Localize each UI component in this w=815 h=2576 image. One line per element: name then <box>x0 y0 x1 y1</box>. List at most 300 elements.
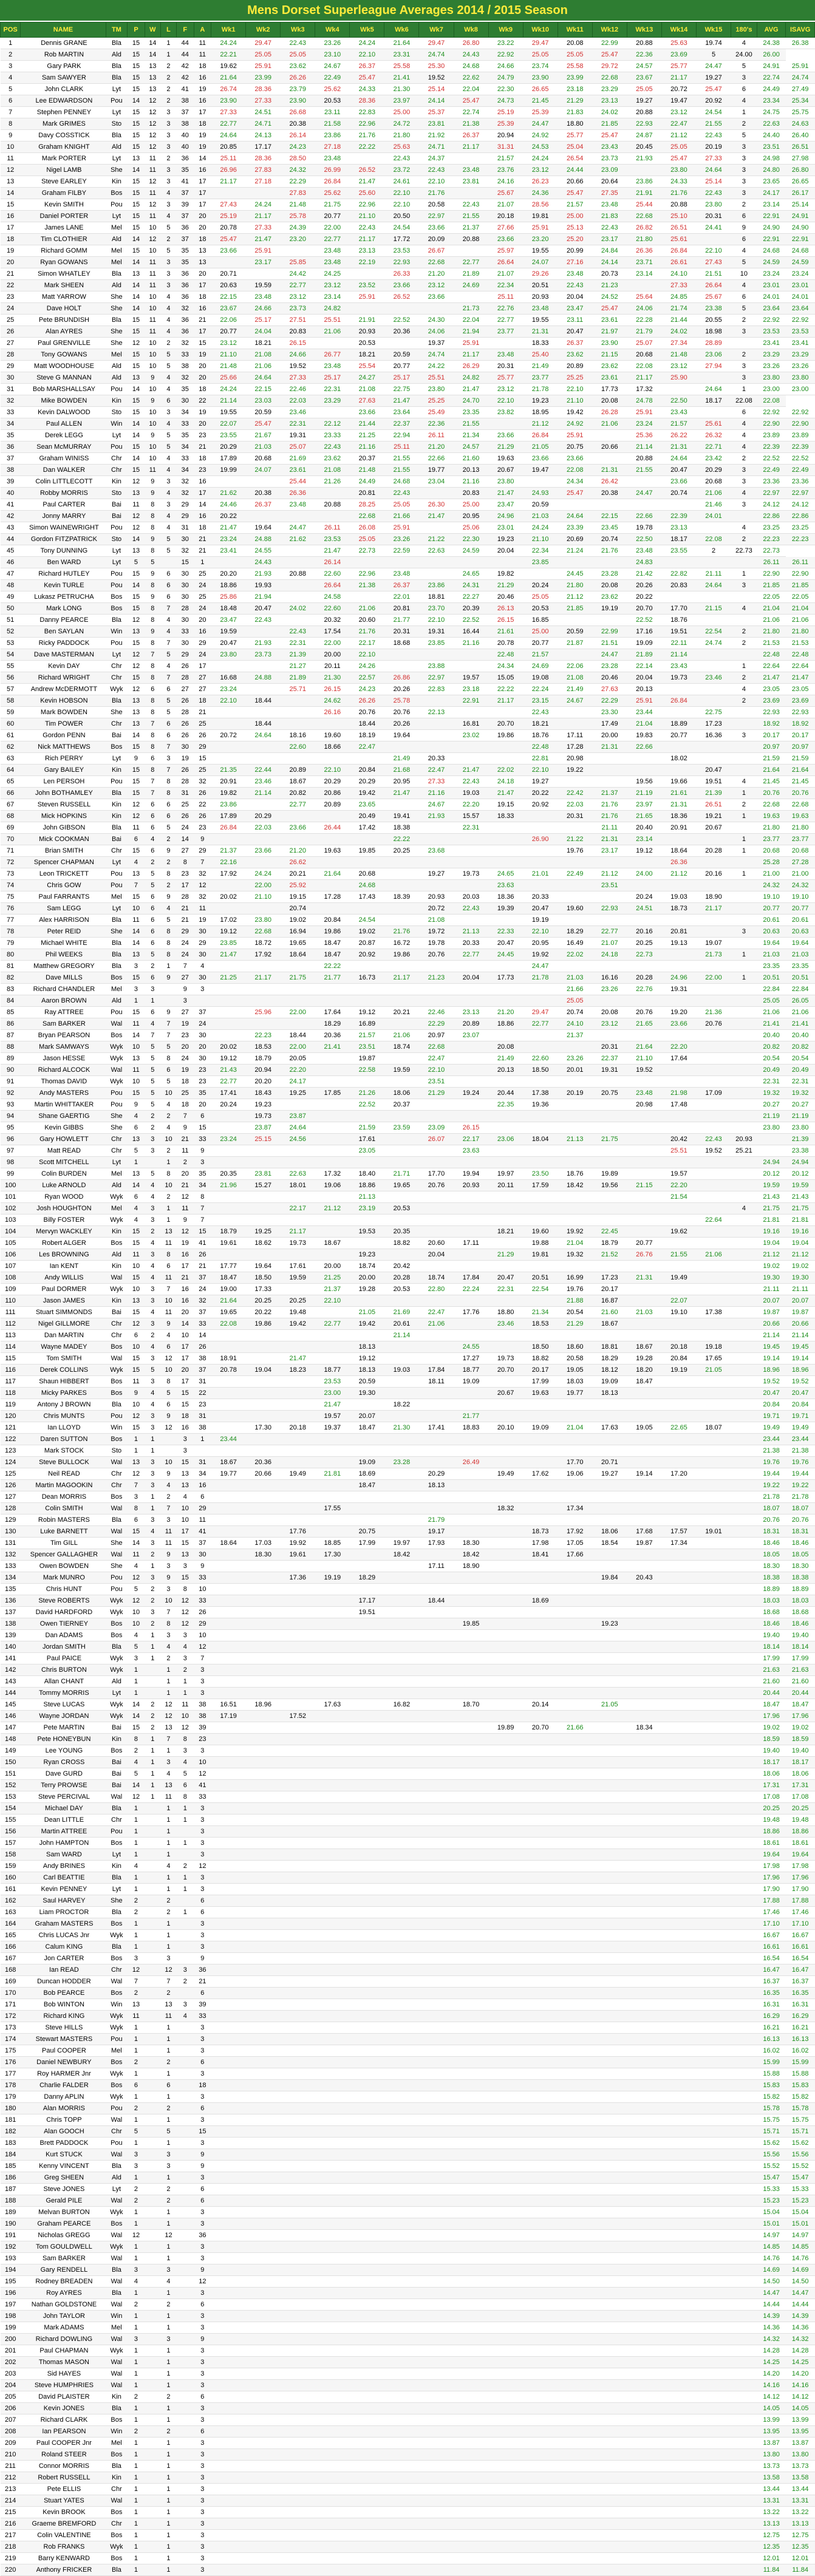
table-cell: 13 <box>128 488 145 499</box>
table-cell <box>627 2057 661 2068</box>
table-cell <box>281 1976 315 1988</box>
table-cell <box>454 915 488 926</box>
table-cell: 20.50 <box>384 211 419 222</box>
table-cell <box>384 1849 419 1861</box>
table-cell <box>627 1261 661 1272</box>
table-cell: 20.29 <box>419 1468 454 1480</box>
table-cell: Paul PAICE <box>21 1653 106 1665</box>
table-cell: Steve LUCAS <box>21 1699 106 1711</box>
table-cell <box>350 984 384 995</box>
table-cell: 19.31 <box>592 1065 627 1076</box>
table-cell: 16 <box>1 211 21 222</box>
table-cell: 25 <box>177 799 194 811</box>
table-cell: She <box>106 291 128 303</box>
table-cell: 21.04 <box>558 1422 592 1434</box>
table-cell: 19.59 <box>757 1180 786 1191</box>
table-cell: 97 <box>1 1145 21 1157</box>
table-cell: 15.99 <box>757 2057 786 2068</box>
column-header: Wk5 <box>350 22 384 38</box>
table-cell: 41 <box>1 499 21 511</box>
table-cell <box>145 2045 160 2057</box>
table-cell: 10 <box>128 903 145 915</box>
table-cell: 19.27 <box>419 868 454 880</box>
table-cell: 22.54 <box>696 626 731 638</box>
table-cell: 20.40 <box>757 1030 786 1041</box>
table-cell <box>488 1768 523 1780</box>
table-cell: 19.78 <box>419 938 454 949</box>
table-cell: 62 <box>1 741 21 753</box>
table-cell <box>281 1814 315 1826</box>
table-cell: 20.88 <box>627 453 661 465</box>
table-cell <box>558 1618 592 1630</box>
table-cell: 32 <box>177 303 194 315</box>
table-cell: 20.61 <box>757 915 786 926</box>
table-cell: 91 <box>1 1076 21 1088</box>
table-cell: 15 <box>128 441 145 453</box>
table-cell: 6 <box>145 684 160 695</box>
table-cell: 24.68 <box>384 476 419 488</box>
table-cell: 21.85 <box>592 118 627 130</box>
table-cell: 20.67 <box>488 1388 523 1399</box>
table-cell: 21.89 <box>281 672 315 684</box>
table-cell <box>523 1768 558 1780</box>
table-cell: 20.93 <box>350 326 384 338</box>
table-cell: 6 <box>731 211 757 222</box>
table-cell: 20.04 <box>488 545 523 557</box>
table-cell: 25.05 <box>627 84 661 95</box>
table-cell: 24.06 <box>419 326 454 338</box>
table-cell: 24.72 <box>384 118 419 130</box>
table-cell <box>627 1595 661 1607</box>
table-cell: 24.39 <box>281 222 315 234</box>
table-cell <box>731 915 757 926</box>
table-cell: 22.04 <box>454 84 488 95</box>
table-cell <box>384 1341 419 1353</box>
table-cell: 36 <box>194 1964 211 1976</box>
table-cell: 21.22 <box>558 834 592 845</box>
table-cell: 22.22 <box>315 961 350 972</box>
table-cell: 20.78 <box>211 222 246 234</box>
table-cell <box>488 1918 523 1930</box>
table-cell: 23.06 <box>696 349 731 361</box>
table-cell: Bos <box>106 1745 128 1757</box>
table-cell: Bai <box>106 1768 128 1780</box>
table-cell: 5 <box>731 257 757 268</box>
table-cell: 12 <box>160 1699 176 1711</box>
table-cell <box>419 822 454 834</box>
table-cell: 17.57 <box>661 1526 696 1538</box>
table-cell: 21.78 <box>523 972 558 984</box>
table-cell: 20.17 <box>592 1284 627 1295</box>
table-cell: 20.17 <box>786 730 815 741</box>
table-cell: 136 <box>1 1595 21 1607</box>
table-cell: 7 <box>194 1653 211 1665</box>
table-cell <box>661 1261 696 1272</box>
table-cell <box>350 961 384 972</box>
table-cell: 15 <box>128 49 145 61</box>
table-cell <box>454 2022 488 2034</box>
table-cell: Tim GILL <box>21 1538 106 1549</box>
table-cell <box>558 822 592 834</box>
table-cell: 4 <box>145 1180 160 1191</box>
table-row <box>1 1353 815 1365</box>
table-cell: 23.48 <box>246 291 281 303</box>
table-cell: 24.52 <box>592 291 627 303</box>
table-cell <box>731 1665 757 1676</box>
table-cell <box>558 1907 592 1918</box>
table-cell: 27.18 <box>246 176 281 188</box>
table-cell: 18.95 <box>523 407 558 418</box>
table-cell <box>696 2138 731 2149</box>
table-cell: 21.79 <box>627 326 661 338</box>
table-cell: 12 <box>145 199 160 211</box>
table-cell: 22.33 <box>488 926 523 938</box>
table-cell: 6 <box>194 1491 211 1503</box>
table-cell: 17.92 <box>211 868 246 880</box>
table-cell: 8 <box>145 522 160 534</box>
table-cell: 21.12 <box>661 130 696 141</box>
table-cell: 22.13 <box>419 707 454 718</box>
table-row <box>1 799 815 811</box>
table-cell: Bla <box>106 695 128 707</box>
table-cell: 24.64 <box>246 730 281 741</box>
table-cell: 25.86 <box>211 591 246 603</box>
table-cell <box>661 1376 696 1388</box>
table-cell <box>454 1595 488 1607</box>
table-cell: 134 <box>1 1572 21 1584</box>
table-cell <box>454 753 488 765</box>
table-cell: 21.89 <box>454 268 488 280</box>
table-cell: 15 <box>128 568 145 580</box>
table-cell: 39 <box>194 1722 211 1734</box>
table-cell: 12 <box>177 1722 194 1734</box>
table-cell: 21.38 <box>757 1445 786 1457</box>
table-cell: Win <box>106 1999 128 2011</box>
table-cell <box>315 1722 350 1734</box>
table-cell: 20.08 <box>558 38 592 49</box>
table-cell: 9 <box>128 753 145 765</box>
table-cell: 18.06 <box>786 1768 815 1780</box>
table-cell: 19.77 <box>419 465 454 476</box>
table-cell: 20.76 <box>786 1515 815 1526</box>
table-cell: 21.81 <box>786 1215 815 1226</box>
table-cell: 24.66 <box>281 349 315 361</box>
table-cell: 27.66 <box>488 222 523 234</box>
table-cell <box>211 1999 246 2011</box>
table-cell <box>246 2022 281 2034</box>
table-cell <box>246 2103 281 2114</box>
table-row <box>1 188 815 199</box>
table-cell: 25.39 <box>488 118 523 130</box>
table-cell: 178 <box>1 2080 21 2091</box>
table-cell: 10 <box>145 418 160 430</box>
table-cell: 18.79 <box>246 1053 281 1065</box>
table-cell <box>523 1826 558 1838</box>
table-cell: 19.30 <box>350 1388 384 1399</box>
table-cell: 20.84 <box>350 765 384 776</box>
table-cell <box>661 591 696 603</box>
table-cell: 32 <box>177 488 194 499</box>
table-cell: 24.84 <box>592 245 627 257</box>
table-cell: 17.62 <box>523 1468 558 1480</box>
table-cell <box>454 2103 488 2114</box>
table-cell: 20.76 <box>350 707 384 718</box>
table-cell: 18 <box>177 1076 194 1088</box>
table-cell: 19.97 <box>488 1168 523 1180</box>
table-cell: 21.53 <box>757 638 786 649</box>
table-cell <box>627 1861 661 1872</box>
table-cell <box>246 995 281 1007</box>
table-cell: Mark SHEEN <box>21 280 106 291</box>
table-cell <box>350 1111 384 1122</box>
table-cell: Bla <box>106 961 128 972</box>
table-cell <box>488 1688 523 1699</box>
table-cell <box>246 1849 281 1861</box>
table-cell: 1 <box>128 1838 145 1849</box>
table-cell: 2 <box>160 1491 176 1503</box>
table-cell: 17.09 <box>696 1088 731 1099</box>
table-cell <box>731 2057 757 2068</box>
table-cell: Pou <box>106 1099 128 1111</box>
table-cell: 25 <box>194 718 211 730</box>
table-cell <box>627 1445 661 1457</box>
table-cell <box>384 1757 419 1768</box>
table-cell <box>696 591 731 603</box>
table-cell: Dave MASTERMAN <box>21 649 106 661</box>
table-cell <box>281 1491 315 1503</box>
table-cell: 81 <box>1 961 21 972</box>
table-cell: 34 <box>177 465 194 476</box>
table-cell <box>350 591 384 603</box>
table-cell: 24.41 <box>696 222 731 234</box>
table-cell: 18.62 <box>246 1238 281 1249</box>
table-cell <box>145 2022 160 2034</box>
table-cell <box>488 1734 523 1745</box>
table-cell: 20.42 <box>661 1134 696 1145</box>
table-cell: Bla <box>106 130 128 141</box>
table-cell: 21 <box>194 441 211 453</box>
table-cell: 22.52 <box>454 615 488 626</box>
table-cell: 17.54 <box>315 626 350 638</box>
table-cell <box>350 1780 384 1791</box>
table-cell: 23.26 <box>384 534 419 545</box>
table-cell <box>592 1122 627 1134</box>
table-cell: 21.23 <box>419 972 454 984</box>
table-cell: 21.04 <box>757 603 786 615</box>
table-cell: 19.49 <box>488 1468 523 1480</box>
table-row <box>1 430 815 441</box>
table-cell <box>592 1722 627 1734</box>
table-cell <box>696 2091 731 2103</box>
table-cell: 8 <box>160 1249 176 1261</box>
table-cell: 23.01 <box>488 522 523 534</box>
table-cell: 30 <box>1 372 21 384</box>
table-row <box>1 130 815 141</box>
table-cell <box>731 891 757 903</box>
table-cell <box>488 1157 523 1168</box>
table-cell: 15 <box>128 672 145 684</box>
table-cell: 20 <box>194 418 211 430</box>
table-cell: 31 <box>177 788 194 799</box>
table-cell <box>731 1618 757 1630</box>
table-cell: 21.25 <box>315 1272 350 1284</box>
table-cell <box>696 1226 731 1238</box>
table-cell: Paul ALLEN <box>21 418 106 430</box>
table-cell <box>350 1988 384 1999</box>
table-cell: 18.17 <box>786 1757 815 1768</box>
table-cell <box>558 1641 592 1653</box>
table-cell: 4 <box>160 465 176 476</box>
table-cell: 21.37 <box>558 1030 592 1041</box>
table-cell <box>488 1838 523 1849</box>
table-cell <box>211 1941 246 1953</box>
table-cell <box>384 1388 419 1399</box>
table-cell: 34 <box>1 418 21 430</box>
table-cell: 2 <box>177 1665 194 1676</box>
table-cell <box>281 1653 315 1665</box>
table-cell <box>211 1480 246 1491</box>
table-cell: 19.64 <box>786 938 815 949</box>
table-cell <box>419 1918 454 1930</box>
table-cell: Dave GURD <box>21 1768 106 1780</box>
table-cell <box>384 1157 419 1168</box>
table-cell: 18.06 <box>384 1088 419 1099</box>
table-cell <box>696 1745 731 1757</box>
table-cell: 23.12 <box>661 361 696 372</box>
table-cell: 23.66 <box>211 245 246 257</box>
table-cell: 21.31 <box>661 441 696 453</box>
table-cell <box>281 1595 315 1607</box>
table-cell: 17.23 <box>592 1272 627 1284</box>
table-cell: 22.37 <box>592 1053 627 1065</box>
table-cell <box>558 1826 592 1838</box>
table-cell: 18.20 <box>627 1365 661 1376</box>
table-cell <box>454 1803 488 1814</box>
table-cell: 25.47 <box>592 130 627 141</box>
table-cell: 17 <box>194 188 211 199</box>
table-cell: Pou <box>106 776 128 788</box>
table-cell: 19.62 <box>211 61 246 72</box>
table-cell: 5 <box>160 545 176 557</box>
table-cell: 22.04 <box>454 315 488 326</box>
table-cell: 12 <box>194 880 211 891</box>
table-cell <box>350 1676 384 1688</box>
table-cell: 20.31 <box>558 811 592 822</box>
table-cell: 19.89 <box>592 1168 627 1180</box>
table-cell: Wyk <box>106 2011 128 2022</box>
table-cell: Bai <box>106 511 128 522</box>
table-cell <box>454 2011 488 2022</box>
table-cell: 19.37 <box>315 1422 350 1434</box>
table-cell <box>454 880 488 891</box>
table-cell: 6 <box>194 1907 211 1918</box>
table-cell <box>592 2126 627 2138</box>
table-cell: 22.45 <box>592 1226 627 1238</box>
table-cell: 20.95 <box>523 938 558 949</box>
table-row <box>1 949 815 961</box>
table-cell <box>696 1572 731 1584</box>
table-cell <box>315 1491 350 1503</box>
table-cell: 21.91 <box>350 315 384 326</box>
table-cell: 23.35 <box>454 407 488 418</box>
table-cell: 15.56 <box>786 2149 815 2161</box>
table-cell <box>246 1734 281 1745</box>
table-cell <box>696 1388 731 1399</box>
table-cell: 20.95 <box>384 776 419 788</box>
table-cell <box>592 1561 627 1572</box>
table-cell: 21.06 <box>786 615 815 626</box>
table-cell: 21.69 <box>384 1307 419 1318</box>
table-cell: 4 <box>160 453 176 465</box>
table-cell: 19.09 <box>627 638 661 649</box>
table-cell <box>757 1134 786 1145</box>
table-cell: 21.03 <box>246 441 281 453</box>
table-cell: 17 <box>194 326 211 338</box>
table-cell: 54 <box>1 649 21 661</box>
table-cell: 29.72 <box>592 61 627 72</box>
table-cell: 24.00 <box>627 868 661 880</box>
table-row <box>1 684 815 695</box>
table-cell <box>246 1595 281 1607</box>
table-cell: 17.34 <box>661 1538 696 1549</box>
table-cell <box>661 1699 696 1711</box>
table-cell <box>246 1203 281 1215</box>
table-cell <box>558 2045 592 2057</box>
table-cell <box>488 2126 523 2138</box>
table-cell: 13 <box>160 1999 176 2011</box>
table-cell <box>281 1872 315 1884</box>
table-cell: 9 <box>160 1549 176 1561</box>
table-cell <box>488 1941 523 1953</box>
table-cell: Allan CHANT <box>21 1676 106 1688</box>
table-cell: 19.49 <box>757 1422 786 1434</box>
table-cell: 1 <box>731 661 757 672</box>
table-cell: 3 <box>194 1814 211 1826</box>
table-cell <box>211 1411 246 1422</box>
table-cell <box>558 1215 592 1226</box>
table-cell: 1 <box>145 1757 160 1768</box>
table-cell: 21.92 <box>419 130 454 141</box>
table-cell <box>454 1884 488 1895</box>
table-cell <box>731 1180 757 1191</box>
table-cell: 3 <box>160 1953 176 1964</box>
table-cell: 25.05 <box>523 591 558 603</box>
table-cell: 19.23 <box>592 1618 627 1630</box>
table-cell: Wyk <box>106 1711 128 1722</box>
table-cell: 3 <box>145 1457 160 1468</box>
table-cell <box>696 1041 731 1053</box>
table-cell: 23.14 <box>315 291 350 303</box>
table-cell: 20.16 <box>627 926 661 938</box>
table-cell: 22.97 <box>757 488 786 499</box>
table-cell <box>731 753 757 765</box>
table-cell: 15 <box>128 1238 145 1249</box>
table-cell: 23.47 <box>558 303 592 315</box>
table-cell: 28 <box>177 707 194 718</box>
table-cell: 19.10 <box>757 891 786 903</box>
table-cell: 4 <box>145 1191 160 1203</box>
table-cell <box>177 1988 194 1999</box>
table-cell: 21.80 <box>786 626 815 638</box>
table-cell <box>696 1641 731 1653</box>
table-cell: 21.88 <box>558 1295 592 1307</box>
table-cell: John BOTHAMLEY <box>21 788 106 799</box>
table-cell: Bai <box>106 730 128 741</box>
table-cell: 2 <box>731 626 757 638</box>
table-cell: 5 <box>696 49 731 61</box>
table-cell <box>246 1353 281 1365</box>
table-cell: 21.80 <box>558 580 592 591</box>
